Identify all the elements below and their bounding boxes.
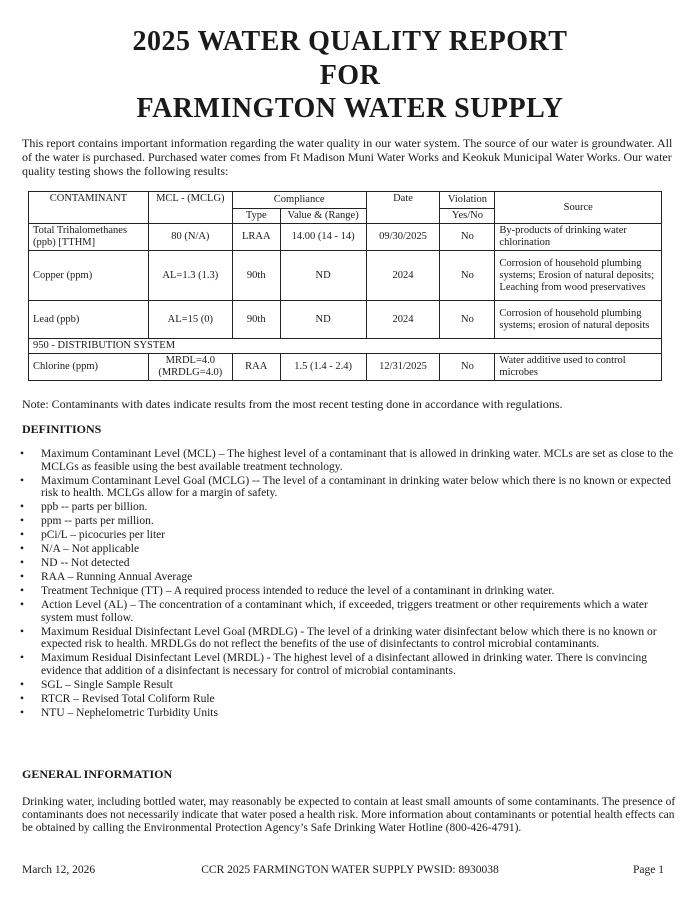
- cell-mcl: 80 (N/A): [148, 224, 232, 251]
- header-yes-no: Yes/No: [440, 209, 495, 224]
- cell-mcl: [148, 354, 232, 381]
- table-row: [29, 251, 662, 301]
- list-item: [20, 585, 682, 598]
- list-item: [20, 543, 682, 556]
- report-title-line3: FARMINGTON WATER SUPPLY: [136, 93, 564, 124]
- cell-source: Corrosion of household plumbing systems; Erosion of natural deposits; Leaching from wood preservatives: [495, 251, 662, 301]
- bullet-icon: •: [20, 706, 25, 719]
- header-source: Source: [495, 192, 662, 224]
- list-item: [20, 448, 682, 473]
- table-row: [29, 224, 662, 251]
- list-item: [20, 475, 682, 500]
- cell-type: RAA: [232, 354, 280, 381]
- bullet-icon: •: [20, 652, 25, 665]
- cell-date: 09/30/2025: [366, 224, 440, 251]
- cell-violation: No: [440, 354, 495, 381]
- general-information-text: Drinking water, including bottled water, may reasonably be expected to contain at least small amounts of some contaminants. The presence of contaminants does not necessarily indicate that water posed a health risk. More information about contaminants or potential health effects can be obtained by calling the Environmental Protection Agency’s Safe Drinking Water Hotline (800-426-4791).: [22, 796, 676, 834]
- footer-date: March 12, 2026: [22, 864, 96, 876]
- list-item: [20, 652, 682, 677]
- bullet-icon: •: [20, 448, 25, 460]
- list-item: [20, 571, 682, 584]
- definition-text: SGL – Single Sample Result: [41, 678, 173, 691]
- list-item: [20, 626, 682, 651]
- definition-text: NTU – Nephelometric Turbidity Units: [41, 706, 218, 719]
- definition-text: ND -- Not detected: [41, 557, 130, 570]
- table-row: [29, 354, 662, 381]
- cell-contaminant: Total Trihalomethanes (ppb) [TTHM]: [29, 224, 149, 251]
- mrdlg-value: (MRDLG=4.0): [158, 367, 223, 378]
- footer-page-number: Page 1: [633, 864, 664, 876]
- list-item: [20, 679, 682, 692]
- header-contaminant: CONTAMINANT: [29, 192, 149, 224]
- definition-text: Maximum Contaminant Level (MCL) – The highest level of a contaminant that is allowed in drinking water. MCLs are set as close to the MCLGs as feasible using the best available treatment technology.: [41, 448, 674, 473]
- bullet-icon: •: [20, 557, 25, 570]
- bullet-icon: •: [20, 474, 25, 487]
- header-violation: Violation: [440, 192, 495, 209]
- cell-source: By-products of drinking water chlorination: [495, 224, 662, 251]
- cell-type: 90th: [232, 301, 280, 339]
- cell-date: 12/31/2025: [366, 354, 440, 381]
- bullet-icon: •: [20, 599, 25, 612]
- definitions-list: [20, 448, 682, 721]
- definition-text: N/A – Not applicable: [41, 543, 140, 556]
- contaminant-table: [28, 191, 662, 381]
- cell-type: LRAA: [232, 224, 280, 251]
- bullet-icon: •: [20, 585, 25, 598]
- table-header-row: [29, 192, 662, 209]
- mrdl-value: MRDL=4.0: [165, 355, 215, 366]
- definition-text: Maximum Contaminant Level Goal (MCLG) -- The level of a contaminant in drinking water below which there is no known or expected risk to health. MCLGs allow for a margin of safety.: [41, 474, 671, 500]
- list-item: [20, 693, 682, 706]
- cell-contaminant: Lead (ppb): [29, 301, 149, 339]
- definition-text: Action Level (AL) – The concentration of a contaminant which, if exceeded, triggers treatment or other requirements which a water system must follow.: [41, 599, 648, 624]
- definition-text: RTCR – Revised Total Coliform Rule: [41, 692, 215, 705]
- table-row: [29, 301, 662, 339]
- header-compliance: Compliance: [232, 192, 366, 209]
- section-row: [29, 339, 662, 354]
- bullet-icon: •: [20, 529, 25, 542]
- bullet-icon: •: [20, 692, 25, 705]
- definition-text: pCi/L – picocuries per liter: [41, 529, 166, 542]
- distribution-system-label: 950 - DISTRIBUTION SYSTEM: [29, 339, 662, 354]
- note-text: Note: Contaminants with dates indicate results from the most recent testing done in accordance with regulations.: [22, 397, 563, 411]
- definition-text: Treatment Technique (TT) – A required process intended to reduce the level of a contaminant in drinking water.: [41, 585, 555, 598]
- cell-value: ND: [280, 301, 366, 339]
- definition-text: Maximum Residual Disinfectant Level Goal (MRDLG) - The level of a drinking water disinfectant below which there is no known or expected risk to health. MRDLGs do not reflect the benefits of the use of disinfectants to control microbial contaminants.: [41, 625, 657, 651]
- report-title-line1: 2025 WATER QUALITY REPORT: [132, 26, 568, 57]
- definition-text: ppm -- parts per million.: [41, 515, 154, 528]
- cell-violation: No: [440, 224, 495, 251]
- header-mcl: MCL - (MCLG): [148, 192, 232, 224]
- list-item: [20, 501, 682, 514]
- list-item: [20, 707, 682, 720]
- cell-source: Corrosion of household plumbing systems; erosion of natural deposits: [495, 301, 662, 339]
- bullet-icon: •: [20, 543, 25, 556]
- cell-value: 1.5 (1.4 - 2.4): [280, 354, 366, 381]
- cell-date: 2024: [366, 301, 440, 339]
- bullet-icon: •: [20, 571, 25, 584]
- cell-value: ND: [280, 251, 366, 301]
- bullet-icon: •: [20, 625, 25, 638]
- report-title-line2: FOR: [319, 60, 381, 91]
- cell-source: Water additive used to control microbes: [495, 354, 662, 381]
- header-date: Date: [366, 192, 440, 224]
- definition-text: ppb -- parts per billion.: [41, 501, 148, 514]
- list-item: [20, 557, 682, 570]
- cell-violation: No: [440, 301, 495, 339]
- bullet-icon: •: [20, 501, 25, 514]
- general-information-heading: GENERAL INFORMATION: [22, 767, 173, 781]
- list-item: [20, 515, 682, 528]
- definition-text: Maximum Residual Disinfectant Level (MRDL) - The highest level of a disinfectant allowed in drinking water. There is convincing evidence that addition of a disinfectant is necessary for control of microbial contaminants.: [41, 652, 648, 677]
- definition-text: RAA – Running Annual Average: [41, 571, 193, 584]
- definitions-heading: DEFINITIONS: [22, 422, 102, 436]
- bullet-icon: •: [20, 678, 25, 691]
- bullet-icon: •: [20, 515, 25, 528]
- cell-date: 2024: [366, 251, 440, 301]
- cell-contaminant: Chlorine (ppm): [29, 354, 149, 381]
- cell-violation: No: [440, 251, 495, 301]
- footer-center: CCR 2025 FARMINGTON WATER SUPPLY PWSID: 8930038: [201, 864, 499, 876]
- header-type: Type: [232, 209, 280, 224]
- header-value-range: Value & (Range): [280, 209, 366, 224]
- cell-mcl: AL=15 (0): [148, 301, 232, 339]
- cell-value: 14.00 (14 - 14): [280, 224, 366, 251]
- cell-mcl: AL=1.3 (1.3): [148, 251, 232, 301]
- cell-contaminant: Copper (ppm): [29, 251, 149, 301]
- cell-type: 90th: [232, 251, 280, 301]
- intro-paragraph: This report contains important information regarding the water quality in our water system. The source of our water is groundwater. All of the water is purchased. Purchased water comes from Ft Madison Muni Water Works and Keokuk Municipal Water Works. Our water quality testing shows the following results:: [22, 136, 673, 178]
- list-item: [20, 599, 682, 624]
- list-item: [20, 529, 682, 542]
